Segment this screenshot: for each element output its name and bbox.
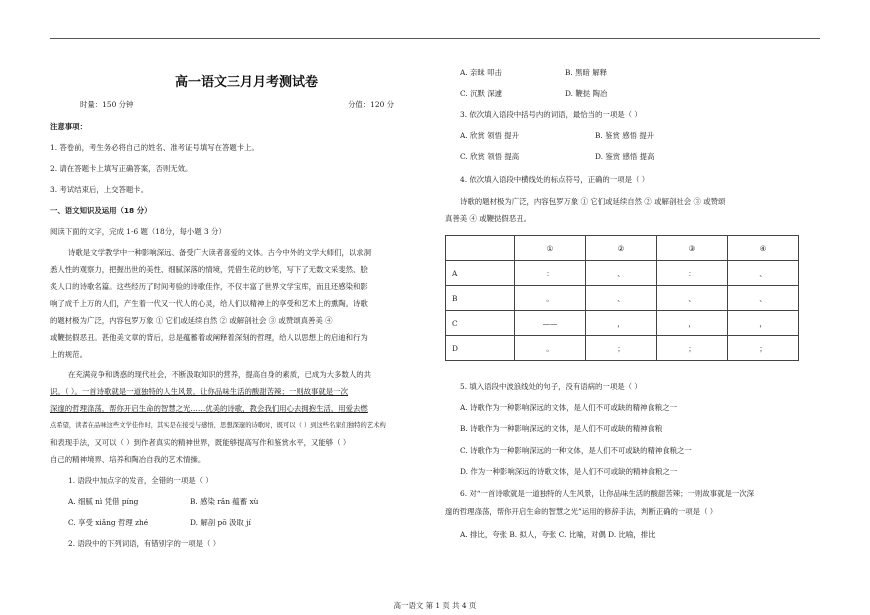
exam-time: 时量：150 分钟	[80, 100, 134, 109]
exam-title: 高一语文三月月考测试卷	[175, 75, 319, 90]
table-cell: ②	[586, 236, 657, 261]
q5-option-d: D. 作为一种影响深远的诗歌文体，是人们不可或缺的精神食粮之一	[460, 467, 678, 476]
header-rule	[50, 38, 820, 39]
table-row	[446, 311, 799, 336]
table-cell: ④	[728, 236, 799, 261]
table-cell: ①	[515, 236, 586, 261]
question-5-stem: 5. 填入语段中波浪线处的句子，没有语病的一项是（ ）	[460, 382, 642, 391]
section-heading: 一、语文知识及运用（18 分）	[50, 206, 152, 215]
notes-heading: 注意事项：	[50, 122, 87, 131]
passage-line: 深邃的哲理涤荡，帮你开启生命的智慧之光……优美的诗歌，教会我们用心去拥抱生活，用爱去燃	[50, 404, 368, 413]
passage-line: 悉人性的观察力，把握出世的美性、细腻深落的情境，凭借生花的妙笔，写下了无数文采斐然、脍	[50, 265, 368, 274]
question-1-stem: 1. 语段中加点字的发音，全错的一项是（ ）	[68, 476, 213, 485]
passage-line: 在充满竞争和诱惑的现代社会，不断汲取知识的营养，提高自身的素质，已成为大多数人的共	[68, 370, 372, 379]
table-cell: 、	[586, 286, 657, 311]
table-cell: ；	[657, 336, 728, 361]
q2-option-a: A. 亲昧 叩击	[460, 68, 502, 77]
note-item: 2. 请在答题卡上填写正确答案，否则无效。	[50, 164, 193, 173]
table-cell: 、	[728, 261, 799, 286]
question-6-stem: 6. 对“一首诗歌就是一道独特的人生风景，让你品味生活的酸甜苦辣；一则故事就是一次深	[460, 489, 755, 498]
q2-option-c: C. 沉默 深遽	[460, 89, 503, 98]
table-cell: A	[446, 261, 515, 286]
table-cell: ，	[728, 311, 799, 336]
table-cell: ；	[728, 336, 799, 361]
q1-option-d: D. 解剖 pō 汲取 jí	[190, 518, 251, 527]
table-cell: ③	[657, 236, 728, 261]
table-cell: ——	[515, 311, 586, 336]
q6-options: A. 排比，夸张 B. 拟人，夸张 C. 比喻，对偶 D. 比喻，排比	[460, 530, 656, 539]
table-cell	[446, 236, 515, 261]
q3-option-d: D. 鉴赏 感悟 提高	[595, 152, 655, 161]
q1-option-c: C. 享受 xiǎng 哲理 zhé	[68, 518, 149, 527]
table-cell: 、	[586, 261, 657, 286]
q2-option-d: D. 鞭挞 陶冶	[565, 89, 608, 98]
note-item: 3. 考试结束后，上交答题卡。	[50, 185, 149, 194]
q3-option-a: A. 欣赏 领悟 提升	[460, 131, 520, 140]
table-header-row	[446, 236, 799, 261]
passage-line: 上的规范。	[50, 350, 87, 359]
table-cell: ：	[515, 261, 586, 286]
passage-line: 点希望，读者在品味这些文学佳作时，其实是在接受与感悟，思想深邃的诗歌时，既可以（ ）到这些名家们独特的艺术构	[50, 422, 386, 429]
table-row	[446, 336, 799, 361]
table-cell: ，	[657, 311, 728, 336]
table-cell: 。	[515, 336, 586, 361]
q5-option-b: B. 诗歌作为一种影响深远的文体，是人们不可或缺的精神食粮	[460, 424, 663, 433]
q5-option-a: A. 诗歌作为一种影响深远的文体，是人们不可或缺的精神食粮之一	[460, 403, 677, 412]
passage-line: 识。（ ）。一首诗歌就是一道独特的人生风景，让你品味生活的酸甜苦辣；一则故事就是一次	[50, 387, 348, 396]
exam-score: 分值：120 分	[348, 100, 395, 109]
q3-option-c: C. 欣赏 领悟 提高	[460, 152, 520, 161]
table-cell: 、	[728, 286, 799, 311]
passage-line: 或鞭挞假恶丑。甚他美文章的背后，总是蕴蓄着或阐释着深刻的哲理，给人以思想上的启迪和行为	[50, 333, 368, 342]
passage-line: 的题材极为广泛，内容包罗万象 ① 它们或延续自然 ② 或解剖社会 ③ 或赞颂真善美 ④	[50, 316, 333, 325]
q1-option-a: A. 细腻 nì 凭借 píng	[68, 497, 139, 506]
table-cell: 。	[515, 286, 586, 311]
passage-line: 和表现手法，又可以（ ）到作者真实的精神世界，既能够提高写作和鉴赏水平，又能够（ ）	[50, 438, 351, 447]
table-cell: C	[446, 311, 515, 336]
q5-option-c: C. 诗歌作为一种影响深远的一种文体，是人们不可或缺的精神食粮之一	[460, 446, 692, 455]
table-row	[446, 286, 799, 311]
question-4-stem: 4. 依次填入语段中横线处的标点符号，正确的一项是（ ）	[460, 175, 650, 184]
question-3-stem: 3. 依次填入语段中括号内的词语，最恰当的一项是（ ）	[460, 110, 642, 119]
passage-line: 自己的精神境界、培养和陶冶自我的艺术情操。	[50, 455, 206, 464]
q4-passage-line: 诗歌的题材极为广泛，内容包罗万象 ① 它们或延续自然 ② 或解剖社会 ③ 或赞颂	[460, 197, 726, 206]
passage-line: 诗歌是文学教学中一种影响深远、备受广大读者喜爱的文体。古今中外的文学大师们，以求洞	[68, 248, 372, 257]
page-footer: 高一语文 第 1 页 共 4 页	[393, 601, 477, 610]
note-item: 1. 答卷前，考生务必将自己的姓名、准考证号填写在答题卡上。	[50, 143, 259, 152]
section-instruction: 阅读下面的文字，完成 1-6 题（18分，每小题 3 分）	[50, 227, 226, 236]
table-cell: B	[446, 286, 515, 311]
q4-answer-table	[445, 235, 799, 361]
q2-option-b: B. 黑暗 解释	[565, 68, 608, 77]
table-row	[446, 261, 799, 286]
table-cell: ；	[586, 336, 657, 361]
table-cell: 、	[657, 286, 728, 311]
table-cell: ：	[657, 261, 728, 286]
q1-option-b: B. 感染 rǎn 蕴蓄 xù	[190, 497, 259, 506]
table-cell: ，	[586, 311, 657, 336]
question-2-stem: 2. 语段中的下列词语，有错别字的一项是（ ）	[68, 539, 221, 548]
table-cell: D	[446, 336, 515, 361]
question-6-stem-cont: 邃的哲理涤荡，帮你开启生命的智慧之光”运用的修辞手法，判断正确的一项是（ ）	[445, 507, 718, 516]
q3-option-b: B. 鉴赏 感悟 提升	[595, 131, 655, 140]
passage-line: 响了成千上万的人们，产生着一代又一代人的心灵，给人们以精神上的享受和艺术上的熏陶。诗歌	[50, 299, 368, 308]
q4-passage-line: 真善美 ④ 或鞭挞假恶丑。	[445, 214, 531, 223]
passage-line: 炙人口的诗歌名篇。这些经历了时间考验的诗歌佳作，不仅丰富了世界文学宝库，而且还感染和影	[50, 282, 368, 291]
